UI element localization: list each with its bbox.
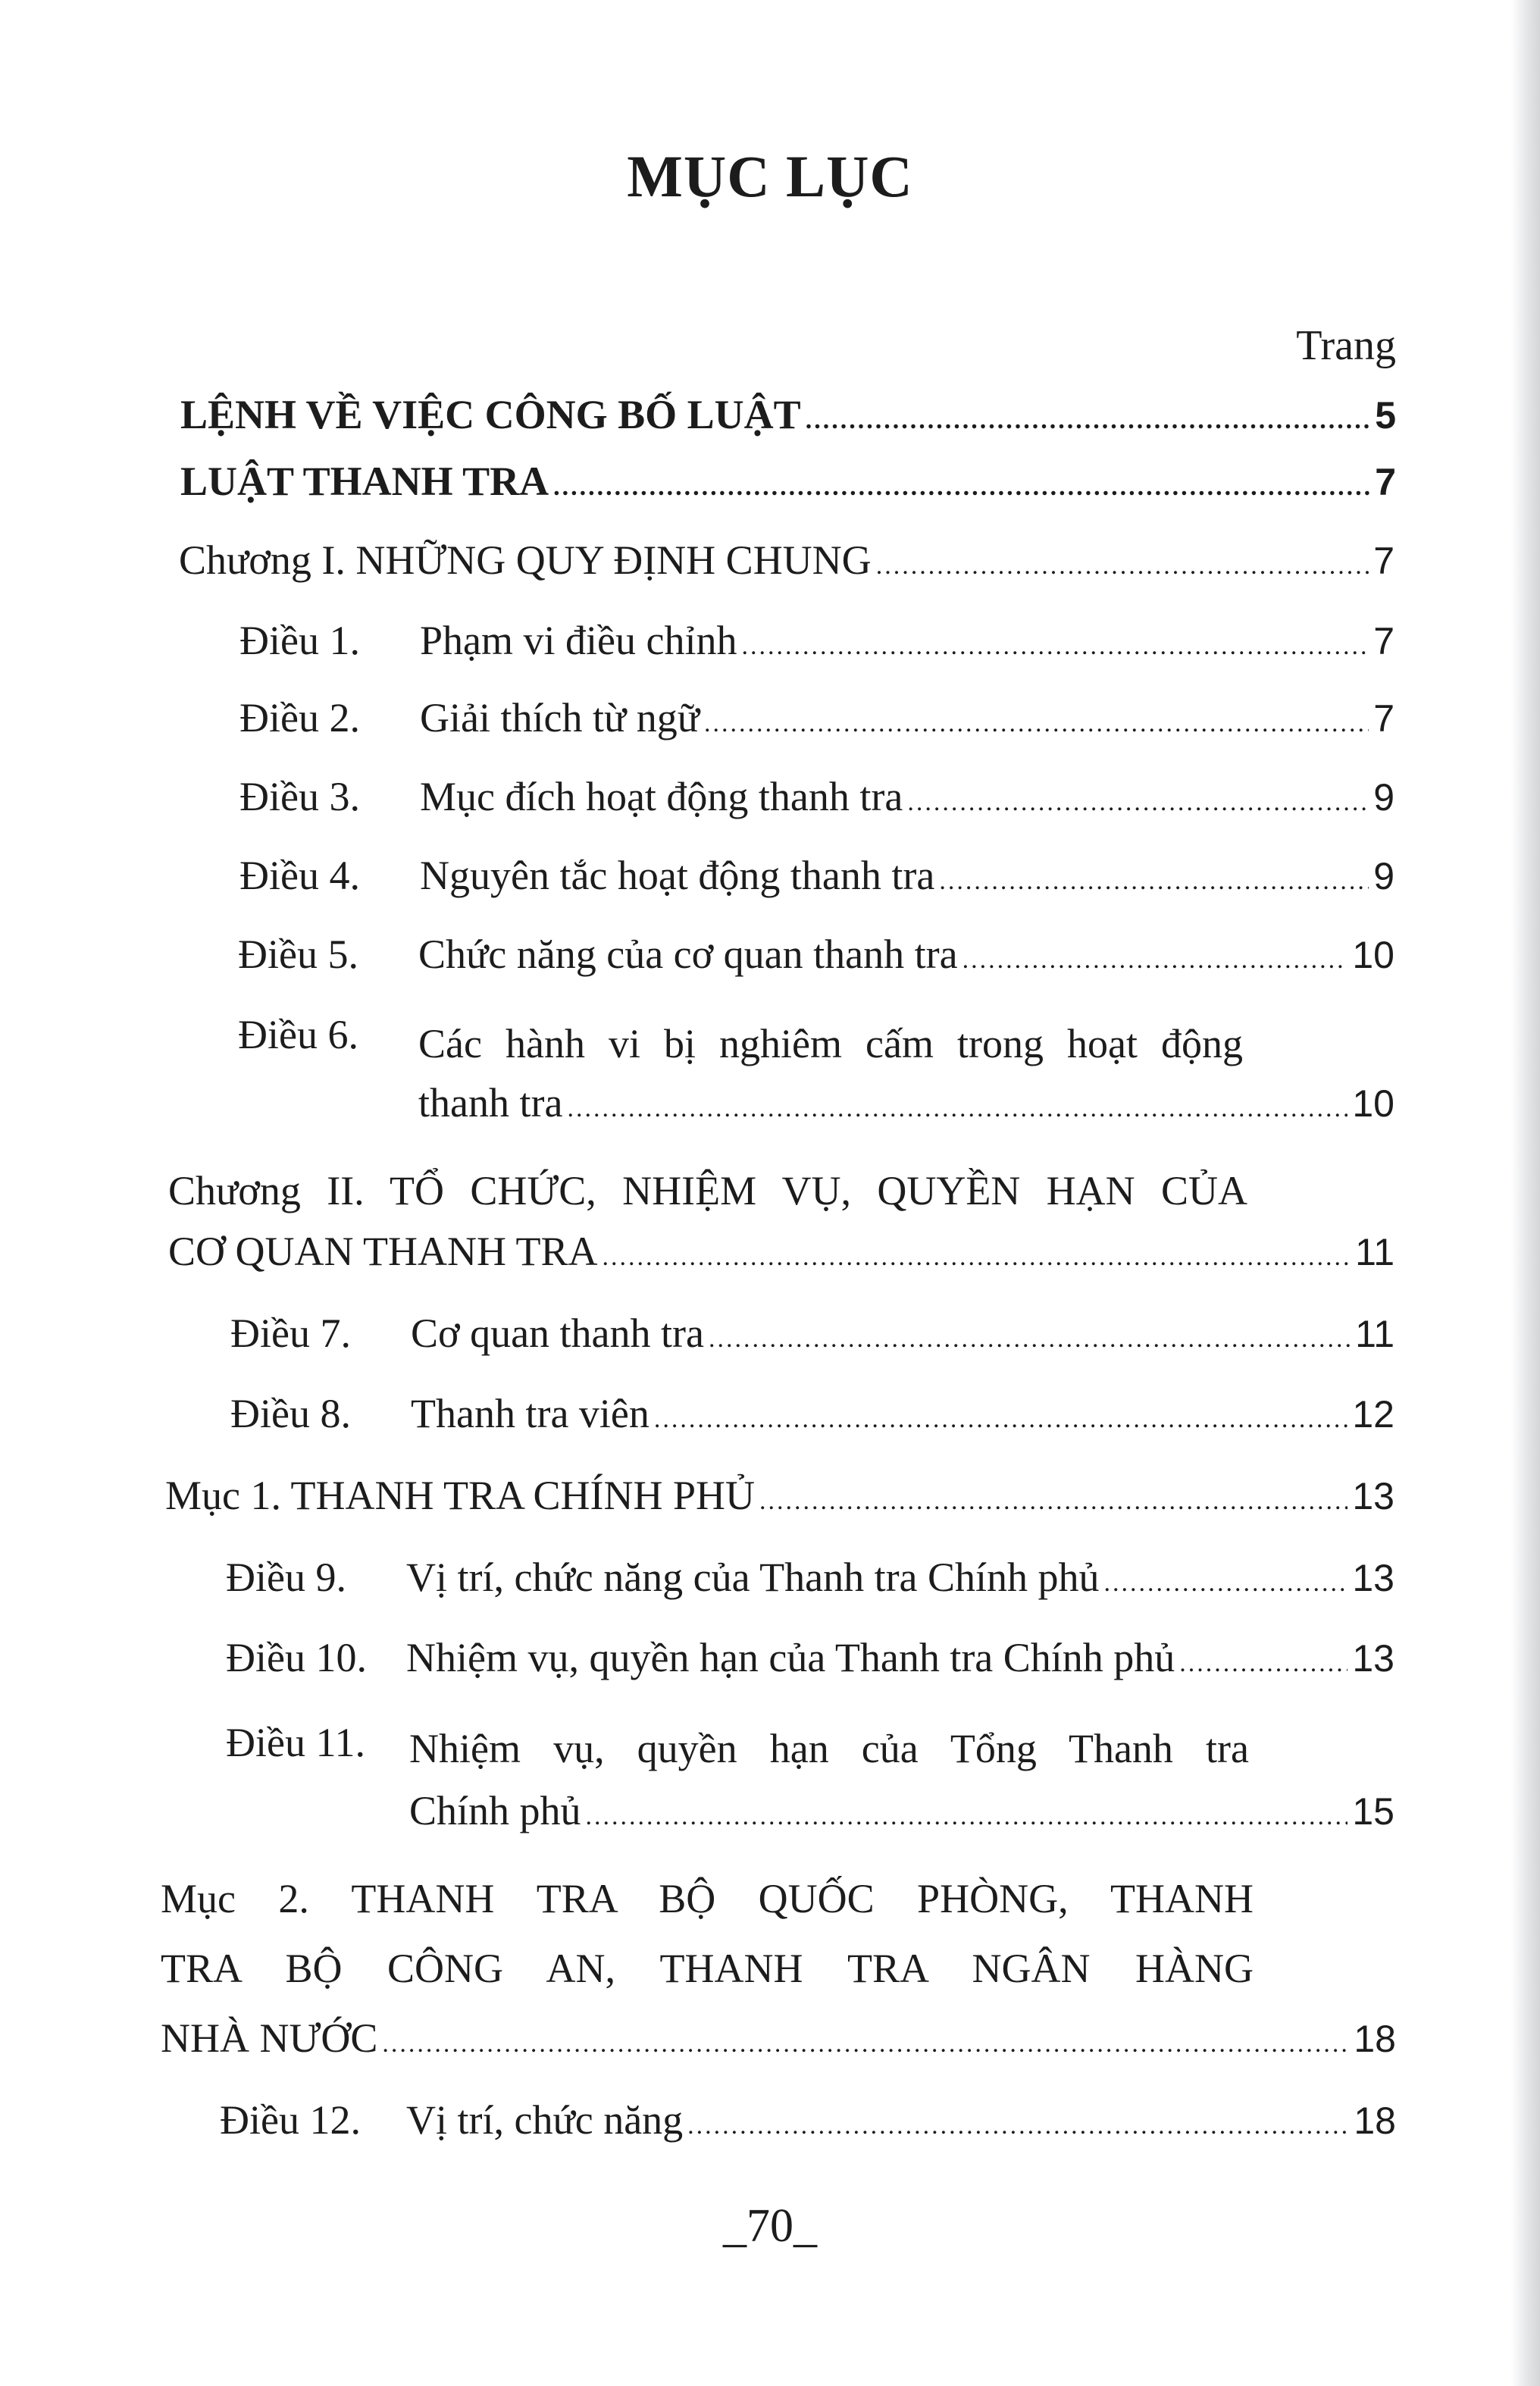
toc-entry-text-line: Các hành vi bị nghiêm cấm trong hoạt động: [418, 1021, 1243, 1066]
toc-leader-dots: [962, 947, 1348, 973]
toc-entry-text: Chức năng của cơ quan thanh tra: [418, 932, 958, 977]
toc-entry[interactable]: [230, 1393, 1394, 1434]
toc-entry-text-line: Nhiệm vụ, quyền hạn của Tổng Thanh tra: [409, 1726, 1249, 1771]
toc-page-number: 7: [1375, 461, 1396, 503]
toc-entry-text-line: Chương II. TỔ CHỨC, NHIỆM VỤ, QUYỀN HẠN CỦA: [168, 1168, 1247, 1213]
toc-page-number: 13: [1352, 1557, 1394, 1599]
toc-leader-dots: [759, 1489, 1348, 1514]
toc-entry-text: LUẬT THANH TRA: [180, 459, 549, 504]
toc-page-number: 7: [1373, 697, 1394, 740]
page-title: MỤC LỤC: [627, 143, 913, 209]
toc-entry[interactable]: [239, 776, 1394, 817]
toc-entry-text: Thanh tra viên: [411, 1391, 649, 1436]
toc-entry[interactable]: [230, 1310, 1394, 1356]
toc-leader-dots: [939, 869, 1369, 894]
toc-leader-dots: [741, 634, 1369, 659]
toc-entry[interactable]: [238, 934, 1394, 975]
toc-entry-text: Giải thích từ ngữ: [420, 695, 700, 741]
page-edge-shadow: [1511, 0, 1540, 2386]
toc-entry[interactable]: [409, 1790, 1394, 1831]
toc-leader-dots: [586, 1804, 1348, 1830]
toc-page-number: 18: [1354, 2099, 1396, 2142]
toc-page-number: 7: [1373, 540, 1394, 582]
toc-page-number: 10: [1352, 1082, 1394, 1125]
toc-entry-label: Điều 10.: [226, 1635, 367, 1680]
toc-entry-text: NHÀ NƯỚC: [161, 2015, 378, 2061]
page-number-footer: _70_: [723, 2200, 817, 2252]
toc-entry[interactable]: [239, 855, 1394, 896]
toc-leader-dots: [876, 553, 1369, 579]
toc-entry-text: Mục đích hoạt động thanh tra: [420, 774, 903, 819]
toc-entry-text: Nhiệm vụ, quyền hạn của Thanh tra Chính phủ: [406, 1635, 1175, 1680]
toc-entry-text: Vị trí, chức năng: [406, 2097, 684, 2143]
toc-page-number: 11: [1355, 1313, 1394, 1355]
toc-entry-label: Điều 9.: [226, 1555, 346, 1600]
toc-entry-text: CƠ QUAN THANH TRA: [168, 1229, 598, 1274]
toc-entry-text: LỆNH VỀ VIỆC CÔNG BỐ LUẬT: [180, 392, 801, 437]
toc-entry[interactable]: [226, 1557, 1394, 1598]
toc-leader-dots: [1179, 1651, 1348, 1677]
toc-entry-label: Điều 1.: [239, 618, 360, 663]
toc-page-number: 12: [1352, 1393, 1394, 1436]
toc-entry[interactable]: [220, 2097, 1396, 2143]
toc-entry-text: Vị trí, chức năng của Thanh tra Chính phủ: [406, 1555, 1100, 1600]
page-column-label: Trang: [1296, 322, 1396, 369]
toc-page-number: 13: [1352, 1637, 1394, 1680]
toc-page-number: 10: [1352, 934, 1394, 976]
toc-entry-label: Điều 2.: [239, 695, 360, 741]
toc-leader-dots: [704, 711, 1369, 737]
toc-page-number: 9: [1373, 855, 1394, 897]
toc-entry-text: Nguyên tắc hoạt động thanh tra: [420, 853, 935, 898]
toc-entry-label: Điều 6.: [238, 1012, 358, 1057]
toc-entry[interactable]: [180, 461, 1396, 502]
toc-entry-label: Điều 8.: [230, 1391, 351, 1436]
toc-entry-label: Điều 11.: [226, 1720, 365, 1765]
toc-page-number: 9: [1373, 776, 1394, 819]
toc-entry[interactable]: [168, 1231, 1394, 1272]
toc-entry-label: Điều 5.: [238, 932, 358, 977]
toc-entry-text-line: Mục 2. THANH TRA BỘ QUỐC PHÒNG, THANH: [161, 1876, 1254, 1921]
toc-entry-label: Điều 7.: [230, 1310, 351, 1356]
toc-entry[interactable]: [161, 2015, 1396, 2061]
toc-leader-dots: [553, 474, 1370, 500]
toc-leader-dots: [806, 408, 1371, 434]
toc-entry[interactable]: [179, 537, 1394, 583]
toc-entry-label: Điều 12.: [220, 2097, 361, 2143]
toc-leader-dots: [709, 1326, 1351, 1352]
toc-page-number: 11: [1355, 1231, 1394, 1273]
toc-page-number: 7: [1373, 620, 1394, 662]
toc-entry-label: Điều 4.: [239, 853, 360, 898]
toc-leader-dots: [603, 1245, 1351, 1270]
toc-leader-dots: [382, 2031, 1349, 2057]
toc-entry-text: Chính phủ: [409, 1788, 581, 1833]
toc-entry-text: Mục 1. THANH TRA CHÍNH PHỦ: [165, 1473, 756, 1518]
toc-leader-dots: [907, 790, 1369, 816]
toc-entry-text-line: TRA BỘ CÔNG AN, THANH TRA NGÂN HÀNG: [161, 1946, 1254, 1991]
toc-entry-text: Phạm vi điều chỉnh: [420, 618, 737, 663]
toc-page-number: 5: [1375, 394, 1396, 437]
toc-entry[interactable]: [418, 1080, 1394, 1126]
toc-entry[interactable]: [226, 1637, 1394, 1678]
toc-entry[interactable]: [165, 1475, 1394, 1516]
toc-page-number: 13: [1352, 1475, 1394, 1517]
toc-leader-dots: [654, 1407, 1348, 1433]
toc-entry-text: thanh tra: [418, 1080, 563, 1126]
toc-entry[interactable]: [180, 394, 1396, 435]
toc-page-number: 18: [1354, 2018, 1396, 2060]
toc-leader-dots: [567, 1096, 1348, 1122]
toc-entry-text: Cơ quan thanh tra: [411, 1310, 704, 1356]
toc-entry-text: Chương I. NHỮNG QUY ĐỊNH CHUNG: [179, 537, 872, 583]
toc-entry[interactable]: [239, 695, 1394, 741]
toc-leader-dots: [1104, 1570, 1348, 1596]
toc-entry[interactable]: [239, 620, 1394, 661]
toc-entry-label: Điều 3.: [239, 774, 360, 819]
toc-page-number: 15: [1352, 1790, 1394, 1833]
toc-leader-dots: [687, 2113, 1349, 2139]
